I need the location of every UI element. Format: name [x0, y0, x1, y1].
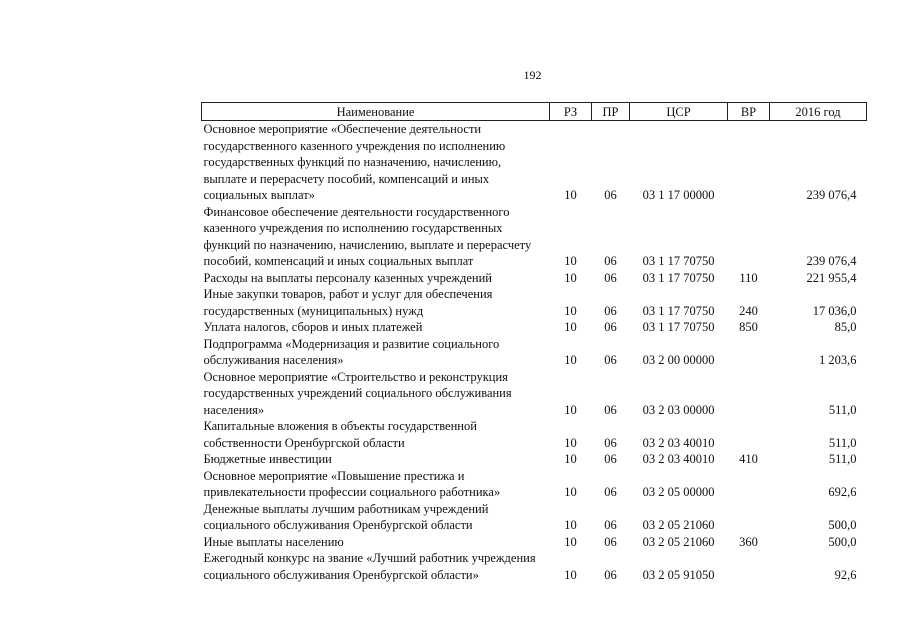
row-rz: 10 — [564, 254, 577, 268]
row-name: Денежные выплаты лучшим работникам учреждений социального обслуживания Оренбургской области — [203, 501, 489, 532]
row-csr: 03 1 17 00000 — [642, 188, 715, 202]
row-pr: 06 — [604, 254, 617, 268]
row-amount: 85,0 — [834, 320, 857, 334]
header-vr: ВР — [728, 103, 770, 121]
row-csr: 03 2 03 40010 — [642, 435, 715, 450]
row-pr: 06 — [604, 435, 617, 450]
row-rz: 10 — [564, 402, 577, 417]
row-vr — [728, 550, 770, 583]
row-rz: 10 — [564, 534, 577, 549]
row-csr: 03 2 05 00000 — [642, 485, 715, 499]
row-amount: 239 076,4 — [806, 188, 857, 202]
row-pr: 06 — [604, 452, 617, 466]
header-year: 2016 год — [770, 103, 867, 121]
row-rz: 10 — [564, 303, 577, 318]
page-number: 192 — [523, 68, 542, 82]
row-csr: 03 1 17 70750 — [642, 303, 715, 318]
row-pr: 06 — [604, 402, 617, 417]
row-name: Основное мероприятие «Повышение престижа и привлекательности профессии социального работника» — [203, 468, 501, 499]
row-name: Подпрограмма «Модернизация и развитие социального обслуживания населения» — [203, 336, 500, 367]
row-csr: 03 2 03 40010 — [642, 452, 715, 466]
row-name: Капитальные вложения в объекты государственной собственности Оренбургской области — [203, 419, 477, 450]
row-amount: 511,0 — [828, 435, 857, 450]
row-vr: 850 — [739, 320, 758, 334]
row-amount: 511,0 — [828, 402, 857, 417]
row-rz: 10 — [564, 353, 577, 367]
row-vr — [728, 501, 770, 534]
row-amount: 511,0 — [828, 452, 857, 466]
row-vr: 240 — [739, 303, 758, 318]
header-rz: РЗ — [550, 103, 592, 121]
row-name: Иные выплаты населению — [203, 534, 344, 549]
row-vr — [728, 204, 770, 270]
row-csr: 03 2 05 91050 — [642, 567, 715, 582]
row-pr: 06 — [604, 485, 617, 499]
header-csr: ЦСР — [630, 103, 728, 121]
row-pr: 06 — [604, 534, 617, 549]
row-amount: 221 955,4 — [806, 270, 857, 285]
row-name: Расходы на выплаты персоналу казенных учреждений — [203, 270, 492, 285]
row-amount: 500,0 — [828, 518, 857, 532]
row-vr: 410 — [739, 452, 758, 466]
row-amount: 92,6 — [834, 567, 857, 582]
row-rz: 10 — [564, 452, 577, 466]
row-pr: 06 — [604, 320, 617, 334]
row-name: Ежегодный конкурс на звание «Лучший работник учреждения социального обслуживания Оренбургской области» — [203, 551, 536, 582]
row-pr: 06 — [604, 188, 617, 202]
row-vr: 360 — [739, 534, 758, 549]
row-csr: 03 1 17 70750 — [642, 270, 715, 285]
row-rz: 10 — [564, 320, 577, 334]
row-name: Уплата налогов, сборов и иных платежей — [203, 320, 423, 334]
row-csr: 03 1 17 70750 — [642, 320, 715, 334]
row-name: Финансовое обеспечение деятельности государственного казенного учреждения по исполнению государственных функций по назначению, начислению, выплате и перерасчету пособий, компенсаций и иных социальных выплат — [203, 204, 532, 268]
row-rz: 10 — [564, 270, 577, 285]
row-pr: 06 — [604, 353, 617, 367]
row-csr: 03 1 17 70750 — [642, 254, 715, 268]
row-vr: 110 — [739, 270, 758, 285]
row-name: Основное мероприятие «Строительство и реконструкция государственных учреждений социального обслуживания населения» — [203, 369, 512, 417]
row-vr — [728, 121, 770, 204]
header-name: Наименование — [202, 103, 550, 121]
row-pr: 06 — [604, 270, 617, 285]
row-name: Иные закупки товаров, работ и услуг для обеспечения государственных (муниципальных) нужд — [203, 287, 493, 318]
table-header-row — [202, 103, 867, 121]
row-vr — [728, 468, 770, 501]
row-vr — [728, 369, 770, 419]
row-name: Основное мероприятие «Обеспечение деятельности государственного казенного учреждения по исполнению государственных функций по назначению, начислению, выплате и перерасчету пособий, компенсаций и иных социальных выплат» — [203, 122, 506, 202]
row-pr: 06 — [604, 518, 617, 532]
row-amount: 239 076,4 — [806, 254, 857, 268]
row-amount: 17 036,0 — [812, 303, 857, 318]
row-amount: 692,6 — [828, 485, 857, 499]
row-vr — [728, 418, 770, 451]
row-csr: 03 2 05 21060 — [642, 534, 715, 549]
row-pr: 06 — [604, 567, 617, 582]
row-csr: 03 2 05 21060 — [642, 518, 715, 532]
row-rz: 10 — [564, 435, 577, 450]
row-rz: 10 — [564, 485, 577, 499]
row-rz: 10 — [564, 567, 577, 582]
budget-table — [201, 102, 867, 583]
row-name: Бюджетные инвестиции — [203, 452, 332, 466]
row-amount: 500,0 — [828, 534, 857, 549]
row-rz: 10 — [564, 188, 577, 202]
row-vr — [728, 336, 770, 369]
row-csr: 03 2 00 00000 — [642, 353, 715, 367]
row-pr: 06 — [604, 303, 617, 318]
row-csr: 03 2 03 00000 — [642, 402, 715, 417]
row-rz: 10 — [564, 518, 577, 532]
row-amount: 1 203,6 — [819, 353, 857, 367]
table-body — [202, 121, 867, 584]
header-pr: ПР — [592, 103, 630, 121]
